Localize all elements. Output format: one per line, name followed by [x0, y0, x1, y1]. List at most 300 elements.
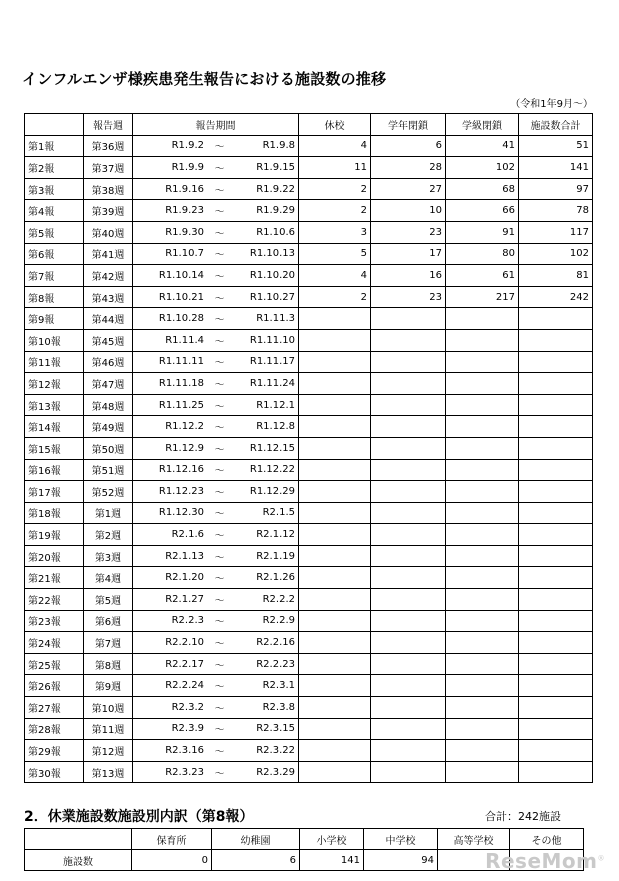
gakunen-cell — [371, 632, 446, 654]
gakkyu-cell: 217 — [446, 286, 519, 308]
gakkyu-cell — [446, 761, 519, 783]
gakkyu-cell: 41 — [446, 135, 519, 157]
period-sep: ～ — [214, 574, 225, 586]
period-start: R2.1.27 — [165, 593, 204, 605]
report-week-cell: 第47週 — [84, 373, 133, 395]
kyuko-cell: 4 — [299, 265, 371, 287]
period-start: R1.9.9 — [171, 161, 204, 173]
period-end: R2.2.9 — [262, 615, 295, 627]
gakunen-cell — [371, 589, 446, 611]
report-week-cell: 第4週 — [84, 567, 133, 589]
total-cell — [519, 545, 593, 567]
period-sep: ～ — [214, 163, 225, 175]
total-cell — [519, 740, 593, 762]
gakunen-cell: 10 — [371, 200, 446, 222]
total-cell — [519, 567, 593, 589]
report-period-cell — [133, 459, 299, 481]
gakkyu-cell: 61 — [446, 265, 519, 287]
total-cell — [519, 718, 593, 740]
period-sep: ～ — [214, 725, 225, 737]
section2-title: 2．休業施設数施設別内訳（第8報） — [24, 809, 254, 825]
period-start: R1.11.25 — [158, 399, 204, 411]
breakdown-header-hoikusho: 保育所 — [132, 829, 212, 850]
breakdown-value-yochien: 6 — [212, 850, 300, 871]
gakkyu-cell — [446, 545, 519, 567]
kyuko-cell: 4 — [299, 135, 371, 157]
kyuko-cell — [299, 351, 371, 373]
total-cell — [519, 589, 593, 611]
period-end: R1.9.29 — [256, 205, 295, 217]
kyuko-cell — [299, 740, 371, 762]
period-start: R1.12.30 — [158, 507, 204, 519]
total-cell — [519, 524, 593, 546]
total-cell — [519, 632, 593, 654]
period-sep: ～ — [214, 271, 225, 283]
total-cell — [519, 653, 593, 675]
report-period-cell — [133, 502, 299, 524]
report-week-cell: 第50週 — [84, 437, 133, 459]
table-row — [25, 243, 593, 265]
period-note: （令和1年9月～） — [510, 99, 593, 110]
report-number-cell: 第19報 — [25, 524, 84, 546]
period-sep: ～ — [214, 660, 225, 672]
report-period-cell — [133, 394, 299, 416]
gakunen-cell — [371, 675, 446, 697]
report-number-cell: 第27報 — [25, 697, 84, 719]
report-number-cell: 第21報 — [25, 567, 84, 589]
table-row — [25, 351, 593, 373]
gakunen-cell: 6 — [371, 135, 446, 157]
total-cell — [519, 329, 593, 351]
period-end: R2.3.29 — [256, 766, 295, 778]
report-number-cell: 第18報 — [25, 502, 84, 524]
total-cell — [519, 459, 593, 481]
gakkyu-cell: 68 — [446, 178, 519, 200]
gakkyu-cell — [446, 394, 519, 416]
period-start: R2.2.24 — [165, 680, 204, 692]
report-period-cell — [133, 373, 299, 395]
report-week-cell: 第8週 — [84, 653, 133, 675]
period-sep: ～ — [214, 423, 225, 435]
report-number-cell: 第24報 — [25, 632, 84, 654]
gakunen-cell — [371, 610, 446, 632]
period-end: R1.11.10 — [249, 334, 295, 346]
kyuko-cell — [299, 697, 371, 719]
period-end: R1.9.8 — [262, 140, 295, 152]
gakkyu-cell — [446, 308, 519, 330]
period-sep: ～ — [214, 228, 225, 240]
gakunen-cell: 28 — [371, 157, 446, 179]
total-cell: 141 — [519, 157, 593, 179]
period-end: R1.11.24 — [249, 377, 295, 389]
total-cell: 81 — [519, 265, 593, 287]
period-end: R2.3.15 — [256, 723, 295, 735]
gakunen-cell — [371, 545, 446, 567]
gakunen-cell: 17 — [371, 243, 446, 265]
breakdown-row-label: 施設数 — [25, 850, 132, 871]
period-sep: ～ — [214, 444, 225, 456]
kyuko-cell — [299, 653, 371, 675]
period-end: R2.1.5 — [262, 507, 295, 519]
total-cell: 102 — [519, 243, 593, 265]
gakkyu-cell — [446, 740, 519, 762]
period-start: R2.3.9 — [171, 723, 204, 735]
table-row — [25, 610, 593, 632]
period-end: R1.12.8 — [256, 421, 295, 433]
report-number-cell: 第14報 — [25, 416, 84, 438]
total-cell: 78 — [519, 200, 593, 222]
breakdown-header-yochien: 幼稚園 — [212, 829, 300, 850]
report-number-cell: 第1報 — [25, 135, 84, 157]
gakunen-cell — [371, 481, 446, 503]
report-period-cell — [133, 416, 299, 438]
table-row — [25, 157, 593, 179]
breakdown-value-chugakko: 94 — [364, 850, 438, 871]
report-week-cell: 第7週 — [84, 632, 133, 654]
gakunen-cell — [371, 740, 446, 762]
period-start: R2.1.13 — [165, 550, 204, 562]
report-week-cell: 第3週 — [84, 545, 133, 567]
gakunen-cell — [371, 373, 446, 395]
gakkyu-cell — [446, 653, 519, 675]
report-number-cell: 第16報 — [25, 459, 84, 481]
breakdown-header-other: その他 — [510, 829, 584, 850]
report-week-cell: 第9週 — [84, 675, 133, 697]
kyuko-cell — [299, 329, 371, 351]
table-row — [25, 373, 593, 395]
report-number-cell: 第13報 — [25, 394, 84, 416]
gakkyu-cell — [446, 481, 519, 503]
total-cell — [519, 697, 593, 719]
gakkyu-cell — [446, 351, 519, 373]
period-sep: ～ — [214, 293, 225, 305]
period-sep: ～ — [214, 142, 225, 154]
kyuko-cell — [299, 567, 371, 589]
gakkyu-cell — [446, 416, 519, 438]
gakkyu-cell — [446, 373, 519, 395]
report-period-cell — [133, 308, 299, 330]
header-gakunen: 学年閉鎖 — [371, 114, 446, 136]
table-row — [25, 200, 593, 222]
report-week-cell: 第49週 — [84, 416, 133, 438]
gakkyu-cell — [446, 718, 519, 740]
period-start: R1.12.9 — [165, 442, 204, 454]
period-start: R1.11.18 — [158, 377, 204, 389]
period-start: R2.2.17 — [165, 658, 204, 670]
total-cell — [519, 761, 593, 783]
report-period-cell — [133, 610, 299, 632]
report-number-cell: 第9報 — [25, 308, 84, 330]
table-row — [25, 481, 593, 503]
kyuko-cell — [299, 502, 371, 524]
period-sep: ～ — [214, 639, 225, 651]
report-number-cell: 第23報 — [25, 610, 84, 632]
report-period-cell — [133, 286, 299, 308]
total-cell — [519, 373, 593, 395]
gakkyu-cell — [446, 524, 519, 546]
report-period-cell — [133, 718, 299, 740]
report-period-cell — [133, 740, 299, 762]
report-number-cell: 第5報 — [25, 221, 84, 243]
report-week-cell: 第51週 — [84, 459, 133, 481]
period-end: R2.2.2 — [262, 593, 295, 605]
period-start: R1.12.23 — [158, 485, 204, 497]
gakunen-cell — [371, 416, 446, 438]
report-number-cell: 第8報 — [25, 286, 84, 308]
period-start: R1.11.11 — [158, 356, 204, 368]
report-number-cell: 第17報 — [25, 481, 84, 503]
report-number-cell: 第28報 — [25, 718, 84, 740]
report-week-cell: 第12週 — [84, 740, 133, 762]
period-sep: ～ — [214, 315, 225, 327]
gakkyu-cell — [446, 610, 519, 632]
period-end: R1.11.3 — [256, 313, 295, 325]
report-period-cell — [133, 178, 299, 200]
period-start: R2.3.23 — [165, 766, 204, 778]
kyuko-cell — [299, 459, 371, 481]
gakunen-cell: 16 — [371, 265, 446, 287]
report-number-cell: 第3報 — [25, 178, 84, 200]
total-cell — [519, 675, 593, 697]
period-end: R2.2.16 — [256, 637, 295, 649]
total-cell — [519, 610, 593, 632]
report-period-cell — [133, 351, 299, 373]
gakunen-cell — [371, 459, 446, 481]
breakdown-header-row — [25, 829, 584, 850]
table-row — [25, 178, 593, 200]
report-period-cell — [133, 675, 299, 697]
period-sep: ～ — [214, 703, 225, 715]
gakkyu-cell — [446, 502, 519, 524]
report-week-cell: 第43週 — [84, 286, 133, 308]
kyuko-cell — [299, 481, 371, 503]
header-total: 施設数合計 — [519, 114, 593, 136]
table-row — [25, 459, 593, 481]
report-number-cell: 第20報 — [25, 545, 84, 567]
report-number-cell: 第4報 — [25, 200, 84, 222]
period-start: R1.9.2 — [171, 140, 204, 152]
resemom-logo: ReseMom® — [485, 849, 605, 873]
period-sep: ～ — [214, 358, 225, 370]
gakkyu-cell: 66 — [446, 200, 519, 222]
gakkyu-cell — [446, 675, 519, 697]
gakkyu-cell: 102 — [446, 157, 519, 179]
section2-total: 合計：242施設 — [485, 810, 561, 823]
period-start: R1.10.21 — [158, 291, 204, 303]
total-cell — [519, 351, 593, 373]
total-cell — [519, 437, 593, 459]
kyuko-cell: 3 — [299, 221, 371, 243]
kyuko-cell — [299, 589, 371, 611]
report-period-cell — [133, 265, 299, 287]
breakdown-header-koto: 高等学校 — [438, 829, 510, 850]
period-start: R1.11.4 — [165, 334, 204, 346]
period-end: R1.12.15 — [249, 442, 295, 454]
table-row — [25, 524, 593, 546]
report-number-cell: 第7報 — [25, 265, 84, 287]
gakunen-cell: 27 — [371, 178, 446, 200]
period-start: R1.10.28 — [158, 313, 204, 325]
table-row — [25, 653, 593, 675]
report-week-cell: 第10週 — [84, 697, 133, 719]
total-cell — [519, 308, 593, 330]
weekly-report-table — [24, 113, 593, 783]
report-week-cell: 第45週 — [84, 329, 133, 351]
period-start: R1.10.14 — [158, 269, 204, 281]
kyuko-cell: 2 — [299, 200, 371, 222]
gakunen-cell: 23 — [371, 286, 446, 308]
report-period-cell — [133, 481, 299, 503]
table-row — [25, 437, 593, 459]
table-row — [25, 502, 593, 524]
gakkyu-cell — [446, 697, 519, 719]
period-sep: ～ — [214, 531, 225, 543]
period-end: R2.3.22 — [256, 745, 295, 757]
header-report — [25, 114, 84, 136]
report-week-cell: 第40週 — [84, 221, 133, 243]
kyuko-cell — [299, 416, 371, 438]
total-cell — [519, 394, 593, 416]
report-number-cell: 第15報 — [25, 437, 84, 459]
gakkyu-cell: 80 — [446, 243, 519, 265]
table-row — [25, 265, 593, 287]
period-start: R1.9.30 — [165, 226, 204, 238]
period-start: R2.2.10 — [165, 637, 204, 649]
gakkyu-cell — [446, 329, 519, 351]
report-period-cell — [133, 761, 299, 783]
report-period-cell — [133, 589, 299, 611]
report-week-cell: 第6週 — [84, 610, 133, 632]
report-period-cell — [133, 243, 299, 265]
period-end: R1.10.20 — [249, 269, 295, 281]
gakunen-cell — [371, 718, 446, 740]
table-row — [25, 329, 593, 351]
period-start: R1.12.16 — [158, 464, 204, 476]
report-period-cell — [133, 653, 299, 675]
total-cell — [519, 502, 593, 524]
kyuko-cell: 2 — [299, 286, 371, 308]
report-number-cell: 第2報 — [25, 157, 84, 179]
kyuko-cell — [299, 718, 371, 740]
table-header-row — [25, 114, 593, 136]
report-week-cell: 第41週 — [84, 243, 133, 265]
period-sep: ～ — [214, 509, 225, 521]
header-kyuko: 休校 — [299, 114, 371, 136]
period-end: R2.1.12 — [256, 529, 295, 541]
period-sep: ～ — [214, 466, 225, 478]
gakkyu-cell — [446, 567, 519, 589]
report-week-cell: 第37週 — [84, 157, 133, 179]
report-week-cell: 第48週 — [84, 394, 133, 416]
report-number-cell: 第11報 — [25, 351, 84, 373]
period-start: R2.2.3 — [171, 615, 204, 627]
period-sep: ～ — [214, 617, 225, 629]
period-end: R1.10.6 — [256, 226, 295, 238]
report-week-cell: 第39週 — [84, 200, 133, 222]
period-start: R2.1.20 — [165, 572, 204, 584]
period-sep: ～ — [214, 185, 225, 197]
gakkyu-cell: 91 — [446, 221, 519, 243]
gakunen-cell — [371, 437, 446, 459]
report-week-cell: 第1週 — [84, 502, 133, 524]
kyuko-cell — [299, 308, 371, 330]
period-start: R1.9.16 — [165, 183, 204, 195]
report-period-cell — [133, 567, 299, 589]
header-gakkyu: 学級閉鎖 — [446, 114, 519, 136]
period-end: R1.10.13 — [249, 248, 295, 260]
table-row — [25, 545, 593, 567]
report-period-cell — [133, 329, 299, 351]
table-row — [25, 416, 593, 438]
report-period-cell — [133, 200, 299, 222]
period-end: R1.9.15 — [256, 161, 295, 173]
period-start: R2.1.6 — [171, 529, 204, 541]
report-period-cell — [133, 135, 299, 157]
period-end: R2.1.19 — [256, 550, 295, 562]
table-row — [25, 697, 593, 719]
report-week-cell: 第38週 — [84, 178, 133, 200]
header-week: 報告週 — [84, 114, 133, 136]
period-sep: ～ — [214, 747, 225, 759]
period-sep: ～ — [214, 250, 225, 262]
table-row — [25, 308, 593, 330]
kyuko-cell — [299, 394, 371, 416]
gakunen-cell: 23 — [371, 221, 446, 243]
gakunen-cell — [371, 524, 446, 546]
breakdown-value-shogakko: 141 — [300, 850, 364, 871]
report-week-cell: 第46週 — [84, 351, 133, 373]
kyuko-cell — [299, 437, 371, 459]
period-sep: ～ — [214, 207, 225, 219]
table-row — [25, 394, 593, 416]
period-end: R1.12.1 — [256, 399, 295, 411]
report-week-cell: 第52週 — [84, 481, 133, 503]
period-start: R1.10.7 — [165, 248, 204, 260]
report-week-cell: 第36週 — [84, 135, 133, 157]
period-sep: ～ — [214, 379, 225, 391]
report-period-cell — [133, 524, 299, 546]
report-period-cell — [133, 221, 299, 243]
period-end: R1.10.27 — [249, 291, 295, 303]
breakdown-value-hoikusho: 0 — [132, 850, 212, 871]
table-row — [25, 567, 593, 589]
report-period-cell — [133, 157, 299, 179]
report-week-cell: 第2週 — [84, 524, 133, 546]
gakunen-cell — [371, 329, 446, 351]
period-sep: ～ — [214, 401, 225, 413]
total-cell: 97 — [519, 178, 593, 200]
kyuko-cell — [299, 610, 371, 632]
report-week-cell: 第5週 — [84, 589, 133, 611]
report-week-cell: 第13週 — [84, 761, 133, 783]
table-row — [25, 589, 593, 611]
gakkyu-cell — [446, 437, 519, 459]
table-row — [25, 221, 593, 243]
kyuko-cell — [299, 373, 371, 395]
total-cell: 117 — [519, 221, 593, 243]
gakunen-cell — [371, 567, 446, 589]
kyuko-cell — [299, 545, 371, 567]
kyuko-cell: 11 — [299, 157, 371, 179]
report-number-cell: 第30報 — [25, 761, 84, 783]
kyuko-cell: 5 — [299, 243, 371, 265]
report-week-cell: 第42週 — [84, 265, 133, 287]
period-end: R2.1.26 — [256, 572, 295, 584]
page-title: インフルエンザ様疾患発生報告における施設数の推移 — [22, 70, 387, 88]
kyuko-cell — [299, 761, 371, 783]
gakunen-cell — [371, 351, 446, 373]
report-period-cell — [133, 545, 299, 567]
